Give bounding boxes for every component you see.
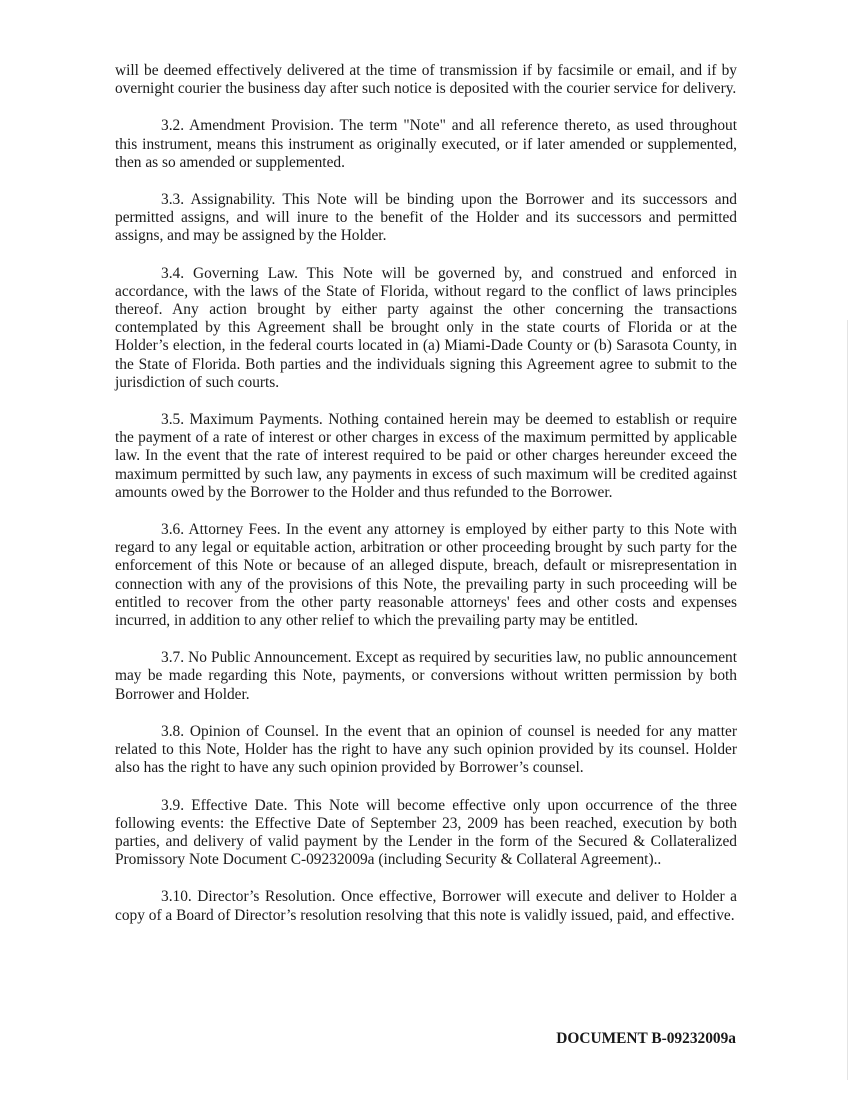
section-3-10-directors-resolution: 3.10. Director’s Resolution. Once effective, Borrower will execute and deliver to Holder a copy of a Board of Director’s resolution resolving that this note is validly issued, paid, and effective. (115, 888, 737, 924)
section-3-4-governing-law: 3.4. Governing Law. This Note will be governed by, and construed and enforced in accordance, with the laws of the State of Florida, without regard to the conflict of laws principles thereof. Any action brought by either party against the other concerning the transactions contemplated by this Agreement shall be brought only in the state courts of Florida or at the Holder’s election, in the federal courts located in (a) Miami-Dade County or (b) Sarasota County, in the State of Florida. Both parties and the individuals signing this Agreement agree to submit to the jurisdiction of such courts. (115, 264, 737, 391)
document-footer-id: DOCUMENT B-09232009a (556, 1030, 736, 1047)
document-body (115, 62, 737, 944)
section-3-6-attorney-fees: 3.6. Attorney Fees. In the event any attorney is employed by either party to this Note with regard to any legal or equitable action, arbitration or other proceeding brought by such party for the enforcement of this Note or because of an alleged dispute, breach, default or misrepresentation in connection with any of the provisions of this Note, the prevailing party in such proceeding will be entitled to recover from the other party reasonable attorneys' fees and other costs and expenses incurred, in addition to any other relief to which the prevailing party may be entitled. (115, 521, 737, 630)
section-3-8-opinion-of-counsel: 3.8. Opinion of Counsel. In the event that an opinion of counsel is needed for any matter related to this Note, Holder has the right to have any such opinion provided by its counsel. Holder also has the right to have any such opinion provided by Borrower’s counsel. (115, 722, 737, 777)
section-3-3-assignability: 3.3. Assignability. This Note will be binding upon the Borrower and its successors and permitted assigns, and will inure to the benefit of the Holder and its successors and permitted assigns, and may be assigned by the Holder. (115, 191, 737, 245)
section-3-5-maximum-payments: 3.5. Maximum Payments. Nothing contained herein may be deemed to establish or require the payment of a rate of interest or other charges in excess of the maximum permitted by applicable law. In the event that the rate of interest required to be paid or other charges hereunder exceed the maximum permitted by such law, any payments in excess of such maximum will be credited against amounts owed by the Borrower to the Holder and thus refunded to the Borrower. (115, 411, 737, 501)
paragraph-continuation: will be deemed effectively delivered at the time of transmission if by facsimile or email, and if by overnight courier the business day after such notice is deposited with the courier service for delivery. (115, 62, 737, 98)
scan-edge-line (847, 320, 848, 1080)
section-3-9-effective-date: 3.9. Effective Date. This Note will become effective only upon occurrence of the three following events: the Effective Date of September 23, 2009 has been reached, execution by both parties, and delivery of valid payment by the Lender in the form of the Secured & Collateralized Promissory Note Document C-09232009a (including Security & Collateral Agreement).. (115, 796, 737, 869)
section-3-7-no-public-announcement: 3.7. No Public Announcement. Except as required by securities law, no public announcement may be made regarding this Note, payments, or conversions without written permission by both Borrower and Holder. (115, 649, 737, 703)
section-3-2-amendment-provision: 3.2. Amendment Provision. The term "Note" and all reference thereto, as used throughout this instrument, means this instrument as originally executed, or if later amended or supplemented, then as so amended or supplemented. (115, 117, 737, 171)
